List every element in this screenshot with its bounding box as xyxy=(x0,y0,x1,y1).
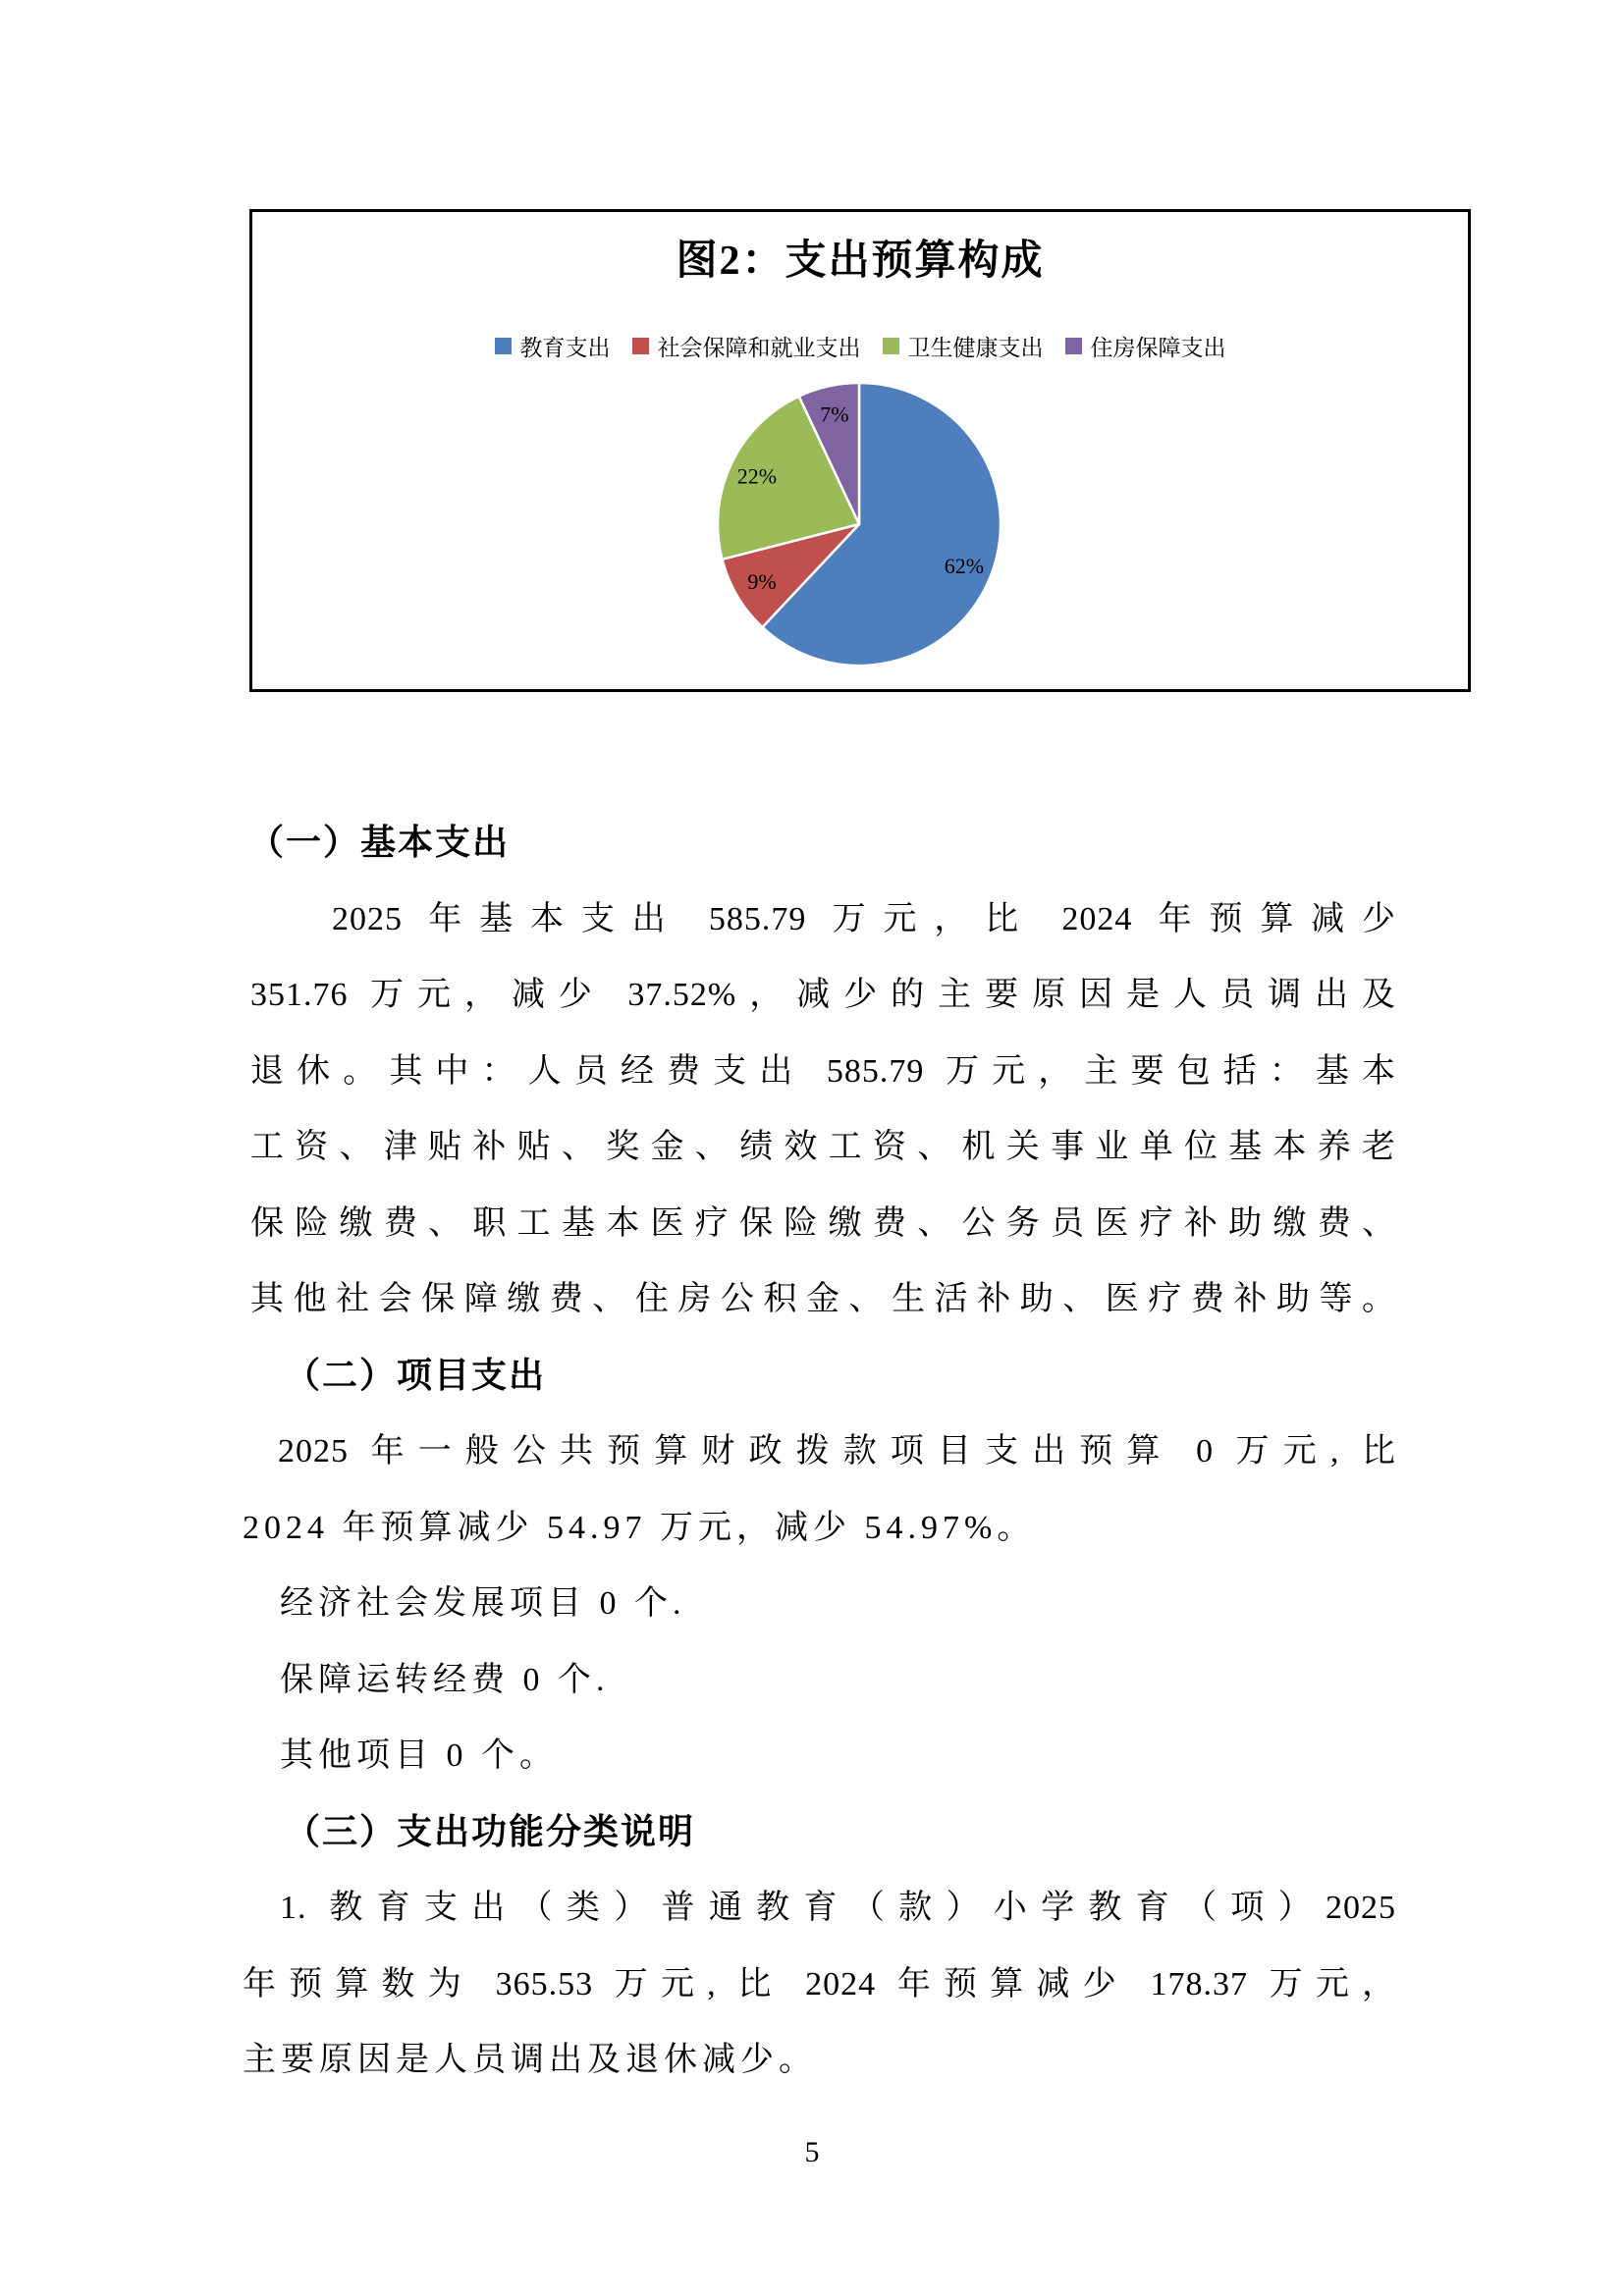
chart-legend xyxy=(252,330,1468,362)
text-line: 年预算数为 365.53 万元, 比 2024 年预算减少 178.37 万元， xyxy=(243,1965,1396,2002)
chart-title: 图2：支出预算构成 xyxy=(676,239,1045,284)
text-line: 2025 年一般公共预算财政拨款项目支出预算 0 万元, 比 xyxy=(278,1433,1396,1469)
legend-item-0 xyxy=(495,330,611,362)
pie-chart xyxy=(717,382,1001,667)
section-heading: （二）项目支出 xyxy=(285,1355,547,1395)
text-line: 主要原因是人员调出及退休减少。 xyxy=(243,2042,817,2078)
pie-label-2: 22% xyxy=(736,463,778,489)
legend-swatch-icon xyxy=(883,338,899,354)
text-line: 1. 教育支出（类）普通教育（款）小学教育（项）2025 xyxy=(280,1890,1396,1926)
text-line: 其他项目 0 个。 xyxy=(280,1737,558,1774)
pie-label-1: 9% xyxy=(747,569,777,594)
text-line: 保障运转经费 0 个. xyxy=(280,1661,610,1698)
page-number: 5 xyxy=(804,2136,820,2168)
text-line: 工资、津贴补贴、奖金、绩效工资、机关事业单位基本养老 xyxy=(250,1129,1396,1165)
text-line: 经济社会发展项目 0 个. xyxy=(280,1585,686,1622)
text-line: 351.76 万元，减少 37.52%，减少的主要原因是人员调出及 xyxy=(250,977,1396,1013)
legend-label: 社会保障和就业支出 xyxy=(657,336,861,360)
section-heading: （一）基本支出 xyxy=(248,823,511,862)
text-line: 2025 年基本支出 585.79 万元，比 2024 年预算减少 xyxy=(332,900,1396,937)
legend-label: 住房保障支出 xyxy=(1090,336,1226,360)
section-heading: （三）支出功能分类说明 xyxy=(285,1811,696,1851)
legend-label: 教育支出 xyxy=(519,336,611,360)
legend-swatch-icon xyxy=(495,338,512,354)
pie-label-0: 62% xyxy=(944,553,985,578)
legend-label: 卫生健康支出 xyxy=(907,336,1044,360)
legend-item-2 xyxy=(883,330,1044,362)
legend-item-1 xyxy=(632,330,861,362)
figure2-chart-panel xyxy=(249,209,1471,692)
document-body xyxy=(243,805,1396,2099)
legend-item-3 xyxy=(1065,330,1226,362)
legend-swatch-icon xyxy=(632,338,649,354)
legend-swatch-icon xyxy=(1065,338,1082,354)
text-line: 其他社会保障缴费、住房公积金、生活补助、医疗费补助等。 xyxy=(250,1281,1396,1317)
text-line: 退休。其中：人员经费支出 585.79 万元，主要包括：基本 xyxy=(250,1052,1396,1090)
text-line: 保险缴费、职工基本医疗保险缴费、公务员医疗补助缴费、 xyxy=(250,1204,1396,1242)
pie-label-3: 7% xyxy=(820,401,849,427)
text-line: 2024 年预算减少 54.97 万元，减少 54.97%。 xyxy=(243,1509,1036,1546)
